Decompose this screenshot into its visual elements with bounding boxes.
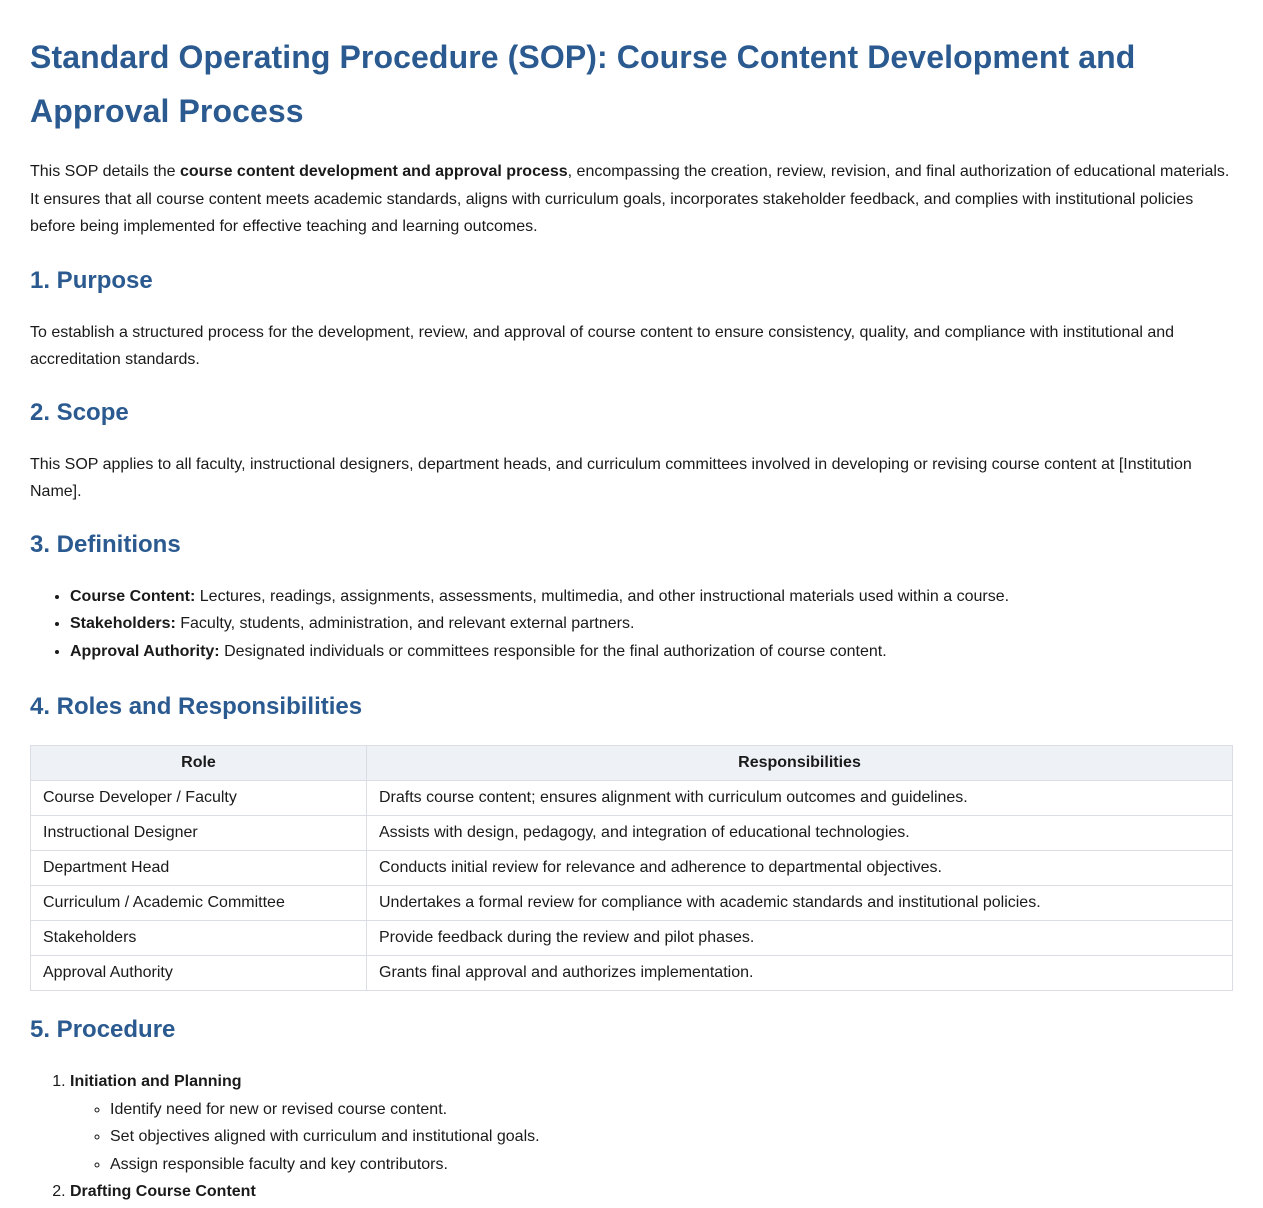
table-row (31, 781, 1233, 816)
page-title: Standard Operating Procedure (SOP): Course Content Development and Approval Process (30, 39, 1136, 129)
substep-item: ◦ Identify need for new or revised course content. (110, 1096, 1233, 1124)
column-header-role: Role (31, 746, 367, 781)
responsibility-cell: Conducts initial review for relevance and adherence to departmental objectives. (367, 851, 1233, 886)
responsibility-cell: Drafts course content; ensures alignment with curriculum outcomes and guidelines. (367, 781, 1233, 816)
table-row (31, 886, 1233, 921)
definition-term: Approval Authority: (70, 642, 220, 660)
definitions-list (30, 583, 1233, 666)
role-cell: Curriculum / Academic Committee (31, 886, 367, 921)
definition-desc: Lectures, readings, assignments, assessments, multimedia, and other instructional materials used within a course. (195, 587, 1010, 605)
roles-table (30, 745, 1233, 991)
responsibility-cell: Undertakes a formal review for compliance with academic standards and institutional policies. (367, 886, 1233, 921)
procedure-step (70, 1178, 1233, 1206)
scope-text: This SOP applies to all faculty, instructional designers, department heads, and curriculum committees involved in developing or revising course content at [Institution Name]. (30, 455, 1192, 500)
purpose-heading: 1. Purpose (30, 266, 153, 294)
intro-paragraph (30, 158, 1233, 241)
table-header-row (31, 746, 1233, 781)
table-row (31, 816, 1233, 851)
procedure-heading: 5. Procedure (30, 1016, 176, 1043)
definition-item (70, 638, 1233, 666)
definitions-heading: 3. Definitions (30, 530, 181, 558)
procedure-step (70, 1068, 1233, 1178)
definition-item (70, 610, 1233, 638)
column-header-responsibilities: Responsibilities (367, 746, 1233, 781)
step-substeps (70, 1096, 1233, 1179)
role-cell: Stakeholders (31, 921, 367, 956)
table-row (31, 921, 1233, 956)
substep-item: ◦ Assign responsible faculty and key contributors. (110, 1151, 1233, 1179)
substep-item: ◦ Set objectives aligned with curriculum and institutional goals. (110, 1123, 1233, 1151)
definition-desc: Faculty, students, administration, and relevant external partners. (175, 615, 635, 632)
definition-term: Stakeholders: (70, 615, 176, 632)
intro-text-start: This SOP details the (30, 163, 180, 180)
table-row (31, 956, 1233, 991)
intro-bold-phrase: course content development and approval process (180, 163, 568, 180)
responsibility-cell: Provide feedback during the review and pilot phases. (367, 921, 1233, 956)
step-title: Drafting Course Content (70, 1183, 256, 1200)
responsibility-cell: Assists with design, pedagogy, and integration of educational technologies. (367, 816, 1233, 851)
role-cell: Instructional Designer (31, 816, 367, 851)
roles-heading: 4. Roles and Responsibilities (30, 693, 363, 720)
table-row (31, 851, 1233, 886)
intro-text-end: , encompassing the creation, review, revision, and final authorization of educational materials. It ensures that all course content meets academic standards, aligns with curriculum goals, incorporates stakeholder feedback, and complies with institutional policies before being implemented for effective teaching and learning outcomes. (30, 163, 1230, 235)
definition-term: Course Content: (70, 587, 196, 605)
procedure-steps (30, 1068, 1233, 1206)
scope-heading: 2. Scope (30, 398, 129, 426)
role-cell: Department Head (31, 851, 367, 886)
role-cell: Approval Authority (31, 956, 367, 991)
step-title: Initiation and Planning (70, 1073, 242, 1090)
role-cell: Course Developer / Faculty (31, 781, 367, 816)
definition-desc: Designated individuals or committees responsible for the final authorization of course content. (219, 642, 887, 660)
definition-item (70, 583, 1233, 611)
responsibility-cell: Grants final approval and authorizes implementation. (367, 956, 1233, 991)
purpose-text: To establish a structured process for the development, review, and approval of course content to ensure consistency, quality, and compliance with institutional and accreditation standards. (30, 323, 1175, 368)
